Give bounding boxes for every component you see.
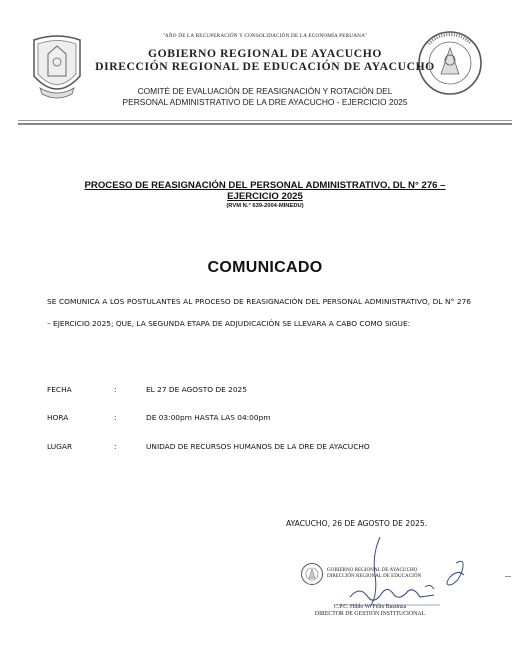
process-title: [40, 180, 490, 202]
margin-mark: [505, 576, 511, 577]
process-title-line-2: EJERCICIO 2025: [227, 191, 303, 202]
rvm-reference: (RVM N.° 639-2004-MINEDU): [226, 203, 304, 209]
detail-value: DE 03:00pm HASTA LAS 04:00pm: [146, 413, 271, 422]
committee-line-2: PERSONAL ADMINISTRATIVO DE LA DRE AYACUCHO - EJERCICIO 2025: [122, 97, 408, 107]
handwritten-signature: [330, 535, 480, 615]
process-title-line-1: PROCESO DE REASIGNACIÓN DEL PERSONAL ADMINISTRATIVO, DL N° 276 –: [84, 180, 446, 191]
signatory-role: DIRECTOR DE GESTIÓN INSTITUCIONAL: [314, 611, 426, 617]
official-stamp-icon: [300, 562, 324, 586]
directorate-name: DIRECCIÓN REGIONAL DE EDUCACIÓN DE AYACUCHO: [95, 60, 435, 73]
stamp-line-2: DIRECCIÓN REGIONAL DE EDUCACIÓN: [327, 573, 422, 579]
committee-line-1: COMITÉ DE EVALUACIÓN DE REASIGNACIÓN Y ROTACIÓN DEL: [137, 86, 393, 96]
signatory-block: [305, 604, 435, 618]
signatory-name: C.P.C. Hildo W. Félix Bustinza: [333, 604, 407, 610]
document-title: COMUNICADO: [207, 259, 323, 276]
detail-colon: :: [114, 413, 117, 422]
year-motto: "AÑO DE LA RECUPERACIÓN Y CONSOLIDACIÓN DE LA ECONOMÍA PERUANA": [162, 33, 368, 39]
intro-paragraph: SE COMUNICA A LOS POSTULANTES AL PROCESO DE REASIGNACIÓN DEL PERSONAL ADMINISTRATIVO, DL N° 276 – EJERCICIO 2025; QUE, LA SEGUNDA ETAPA DE ADJUDICACIÓN SE LLEVARA A CABO COMO SIGUE:: [47, 297, 471, 328]
stamp-line-1: GOBIERNO REGIONAL DE AYACUCHO: [327, 567, 418, 573]
government-name: GOBIERNO REGIONAL DE AYACUCHO: [148, 47, 382, 60]
detail-label: LUGAR: [47, 442, 73, 451]
detail-label: HORA: [47, 413, 69, 422]
header-divider-thin: [18, 120, 512, 121]
detail-label: FECHA: [47, 385, 72, 394]
committee-name: [80, 86, 450, 108]
detail-value: EL 27 DE AGOSTO DE 2025: [146, 385, 247, 394]
detail-colon: :: [114, 442, 117, 451]
detail-colon: :: [114, 385, 117, 394]
header-divider-thick: [18, 123, 512, 125]
detail-value: UNIDAD DE RECURSOS HUMANOS DE LA DRE DE AYACUCHO: [146, 442, 370, 451]
place-and-date: AYACUCHO, 26 DE AGOSTO DE 2025.: [286, 519, 428, 528]
